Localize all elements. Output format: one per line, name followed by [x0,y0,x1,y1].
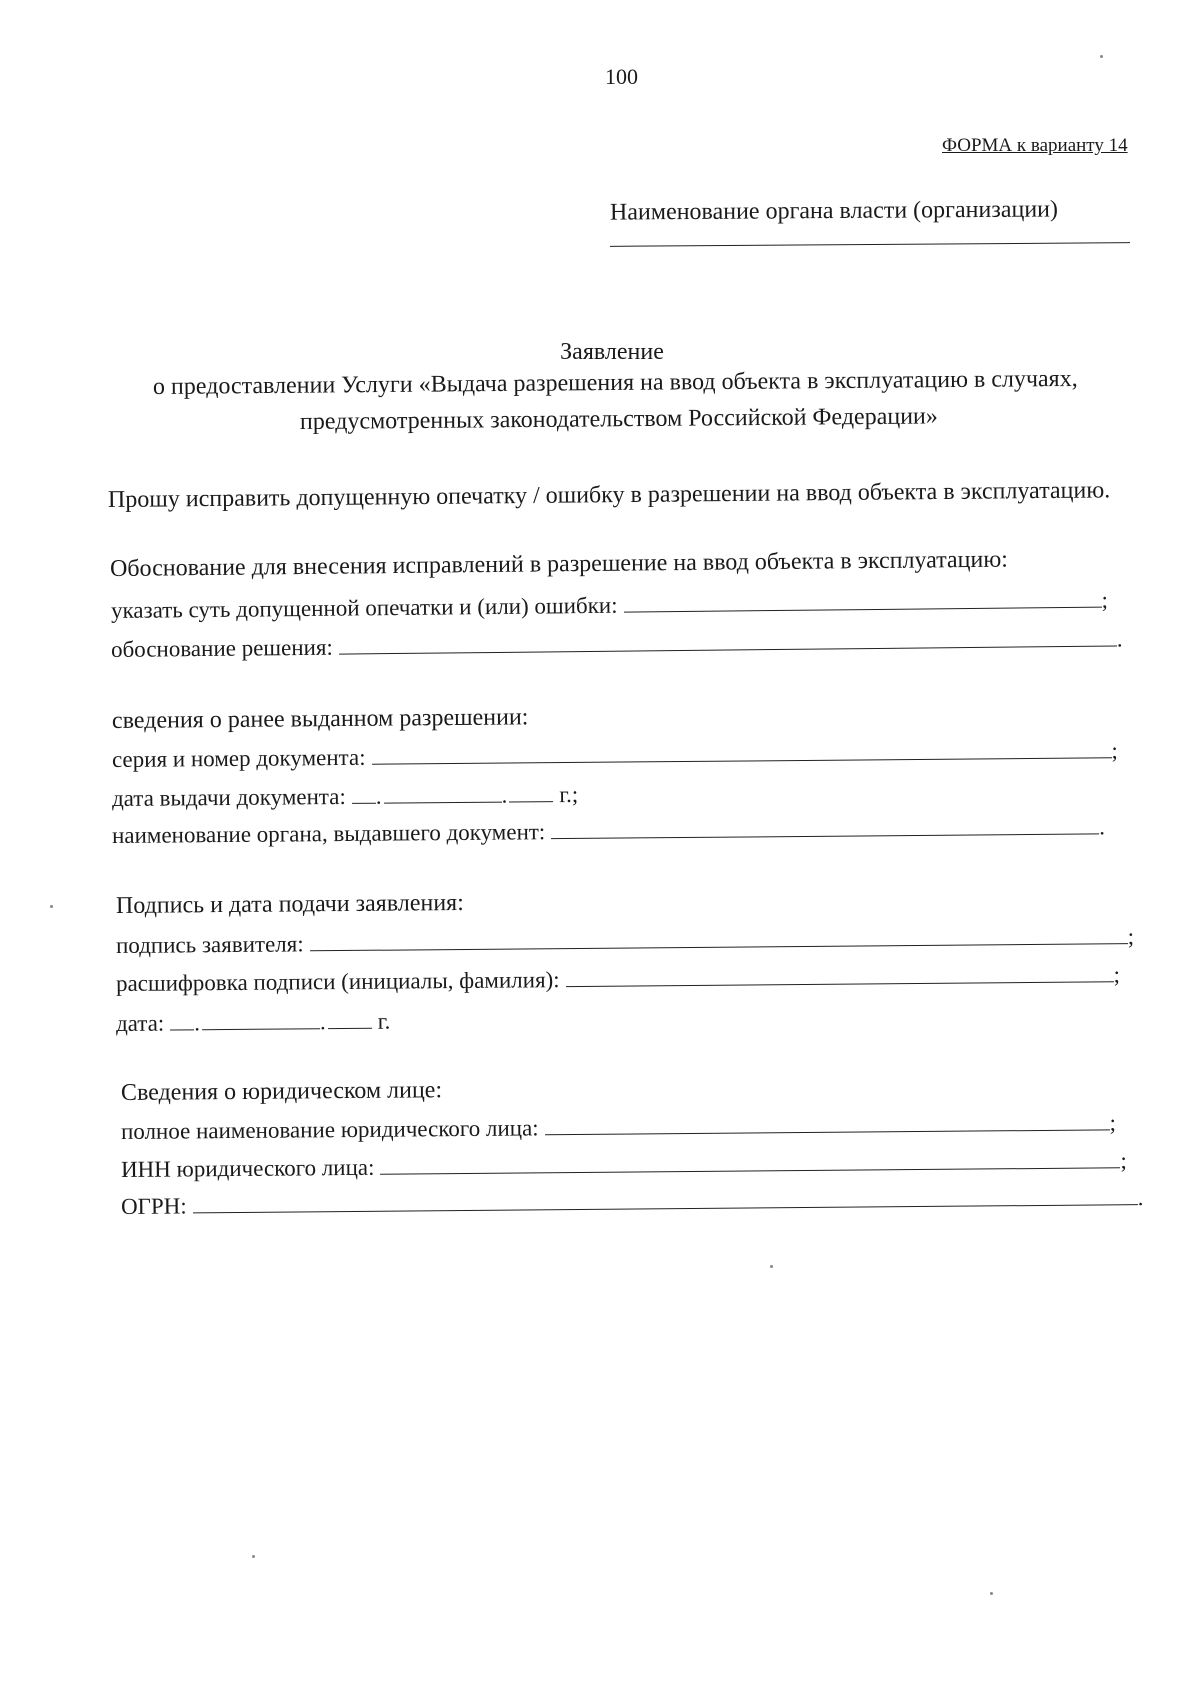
issue-day-field[interactable] [352,783,376,804]
error-essence-label: указать суть допущенной опечатки и (или) ошибки: [110,592,618,623]
issuer-row [112,813,1105,849]
issue-date-label: дата выдачи документа: [111,783,346,811]
issue-date-suffix: г.; [559,781,579,808]
submission-date-row: дата: . . г. [115,1008,391,1036]
issue-month-field[interactable] [383,782,501,804]
authority-line [610,242,1130,247]
series-label: серия и номер документа: [111,744,366,772]
ogrn-field[interactable] [193,1184,1138,1213]
signature-decode-end: ; [1113,962,1121,988]
applicant-signature-label: подпись заявителя: [115,931,304,958]
justification-heading: Обоснование для внесения исправлений в разрешение на ввод объекта в эксплуатацию: [109,546,1009,582]
legal-entity-heading: Сведения о юридическом лице: [120,1077,443,1106]
scan-speck [50,905,53,908]
title-line-2: о предоставлении Услуги «Выдача разрешения на ввод объекта в эксплуатацию в случаях, [152,365,1078,400]
submission-date-label: дата: [115,1010,165,1036]
legal-name-label: полное наименование юридического лица: [120,1115,539,1144]
page-number: 100 [605,64,638,89]
series-row [112,737,1118,773]
legal-name-end: ; [1109,1110,1117,1136]
request-text: Прошу исправить допущенную опечатку / ошибку в разрешении на ввод объекта в эксплуатацию. [107,477,1111,513]
signature-heading: Подпись и дата подачи заявления: [115,889,464,919]
submission-day-field[interactable] [170,1009,194,1030]
form-label: ФОРМА к варианту 14 [942,135,1128,156]
inn-end: ; [1120,1148,1127,1174]
signature-decode-row [116,961,1120,997]
issue-date-row: дата выдачи документа: . . г.; [111,781,579,811]
scan-speck [1100,55,1103,58]
series-field[interactable] [371,737,1111,764]
issuer-field[interactable] [551,813,1099,839]
previous-permit-heading: сведения о ранее выданном разрешении: [111,704,529,734]
ogrn-end: . [1137,1185,1144,1211]
ogrn-row [121,1184,1144,1220]
issuer-label: наименование органа, выдавшего документ: [111,819,546,848]
document-title: Заявление [560,339,664,365]
decision-row [111,625,1123,663]
scan-speck [990,1592,993,1595]
decision-field[interactable] [339,625,1117,654]
inn-row [121,1147,1127,1183]
decision-end: . [1116,626,1123,652]
legal-name-row [121,1109,1116,1145]
scan-speck [252,1555,255,1558]
signature-decode-label: расшифровка подписи (инициалы, фамилия): [115,967,560,996]
error-essence-row [111,587,1108,624]
decision-label: обоснование решения: [110,634,333,662]
submission-month-field[interactable] [202,1008,320,1030]
applicant-signature-row [116,923,1134,959]
inn-field[interactable] [380,1147,1120,1174]
ogrn-label: ОГРН: [120,1193,187,1219]
applicant-signature-end: ; [1127,924,1135,950]
scan-speck [770,1265,773,1268]
submission-date-suffix: г. [377,1008,391,1034]
error-essence-field[interactable] [623,587,1101,613]
authority-label: Наименование органа власти (организации) [609,196,1059,226]
series-end: ; [1111,738,1118,764]
submission-year-field[interactable] [328,1008,372,1029]
error-essence-end: ; [1101,587,1109,613]
title-line-3: предусмотренных законодательством Российской Федерации» [299,403,938,435]
issue-year-field[interactable] [509,781,553,802]
signature-decode-field[interactable] [566,961,1114,987]
issuer-end: . [1099,814,1106,840]
applicant-signature-field[interactable] [310,923,1128,951]
legal-name-field[interactable] [545,1109,1110,1135]
inn-label: ИНН юридического лица: [120,1154,375,1182]
